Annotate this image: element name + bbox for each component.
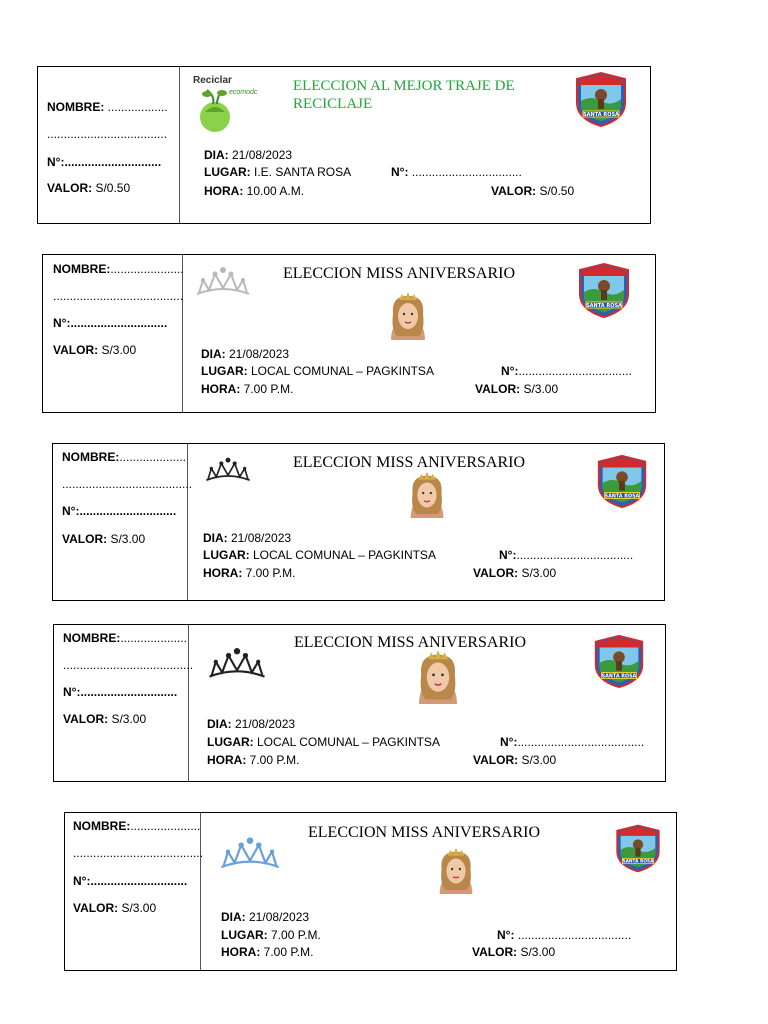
tiara-icon [204, 647, 270, 683]
ticket-title: ELECCION MISS ANIVERSARIO [308, 824, 541, 841]
tiara-icon [203, 454, 253, 488]
ticket-number: N°:...................................... [500, 735, 645, 749]
queen-portrait-icon [383, 289, 433, 341]
hora: HORA: 7.00 P.M. [207, 753, 300, 767]
dia: DIA: 21/08/2023 [203, 531, 292, 545]
stub-valor: VALOR: S/3.00 [73, 901, 157, 915]
ticket-title: ELECCION MISS ANIVERSARIO [283, 265, 516, 282]
dia: DIA: 21/08/2023 [221, 910, 310, 924]
stub-number: N°:............................. [73, 874, 188, 888]
hora: HORA: 7.00 P.M. [221, 945, 314, 959]
tiara-icon [193, 263, 253, 303]
stub-valor: VALOR: S/3.00 [62, 532, 146, 546]
recycle-logo [193, 72, 263, 136]
stub-number: N°:............................. [63, 685, 178, 699]
stub-number: N°:............................. [62, 504, 177, 518]
santa-rosa-shield-icon [574, 262, 634, 318]
ticket-2 [42, 254, 656, 413]
lugar: LUGAR: LOCAL COMUNAL – PAGKINTSA [207, 735, 440, 749]
stub-nombre: NOMBRE:.................... [62, 450, 187, 464]
stub-divider [179, 67, 180, 223]
hora: HORA: 7.00 P.M. [203, 566, 296, 580]
dia: DIA: 21/08/2023 [204, 148, 293, 162]
lugar: LUGAR: 7.00 P.M. [221, 928, 321, 942]
stub-line: ....................................... [63, 658, 194, 672]
stub-line: ....................................... [53, 289, 184, 303]
valor: VALOR: S/3.00 [475, 382, 559, 396]
stub-nombre: NOMBRE:..................... [73, 819, 201, 833]
ticket-3 [52, 443, 665, 601]
stub-divider [182, 255, 183, 412]
ticket-title: ELECCION MISS ANIVERSARIO [293, 454, 526, 468]
ticket-number: N°: .................................. [497, 928, 632, 942]
logo-text-ecomodc: ecomodc [229, 89, 258, 96]
valor: VALOR: S/0.50 [491, 184, 575, 198]
lugar: LUGAR: I.E. SANTA ROSA [204, 165, 352, 179]
valor: VALOR: S/3.00 [473, 566, 557, 580]
queen-portrait-icon [410, 647, 466, 705]
santa-rosa-shield-icon [590, 632, 648, 690]
stub-number: N°:............................. [47, 155, 162, 169]
stub-divider [187, 444, 188, 600]
ticket-number: N°: ................................. [391, 165, 522, 179]
stub-line: ....................................... [62, 477, 193, 491]
hora: HORA: 7.00 P.M. [201, 382, 294, 396]
valor: VALOR: S/3.00 [473, 753, 557, 767]
dia: DIA: 21/08/2023 [201, 347, 290, 361]
stub-valor: VALOR: S/3.00 [63, 712, 147, 726]
stub-line: ....................................... [73, 846, 204, 860]
tiara-icon [217, 831, 283, 879]
ticket-title: ELECCION AL MEJOR TRAJE DE RECICLAJE [293, 78, 515, 112]
santa-rosa-shield-icon [571, 71, 631, 127]
stub-nombre: NOMBRE:...................... [53, 262, 184, 276]
stub-number: N°:............................. [53, 316, 168, 330]
stub-divider [188, 625, 189, 781]
stub-divider [200, 813, 201, 970]
stub-valor: VALOR: S/0.50 [47, 181, 131, 195]
stub-line: .................................... [47, 127, 168, 141]
queen-portrait-icon [429, 846, 483, 894]
queen-portrait-icon [403, 470, 451, 518]
dia: DIA: 21/08/2023 [207, 717, 296, 731]
ticket-5 [64, 812, 677, 971]
ticket-4 [53, 624, 666, 782]
lugar: LUGAR: LOCAL COMUNAL – PAGKINTSA [201, 364, 434, 378]
ticket-title: ELECCION MISS ANIVERSARIO [294, 634, 527, 648]
stub-nombre: NOMBRE:.................... [63, 631, 188, 645]
ticket-number: N°:................................... [499, 548, 634, 562]
valor: VALOR: S/3.00 [472, 945, 556, 959]
ticket-1 [37, 66, 651, 224]
logo-text-reciclar: Reciclar [193, 75, 232, 86]
lugar: LUGAR: LOCAL COMUNAL – PAGKINTSA [203, 548, 436, 562]
santa-rosa-shield-icon [593, 453, 651, 509]
stub-nombre: NOMBRE: .................. [47, 100, 168, 114]
ticket-number: N°:.................................. [501, 364, 632, 378]
stub-valor: VALOR: S/3.00 [53, 343, 137, 357]
santa-rosa-shield-icon [612, 823, 664, 873]
hora: HORA: 10.00 A.M. [204, 184, 305, 198]
